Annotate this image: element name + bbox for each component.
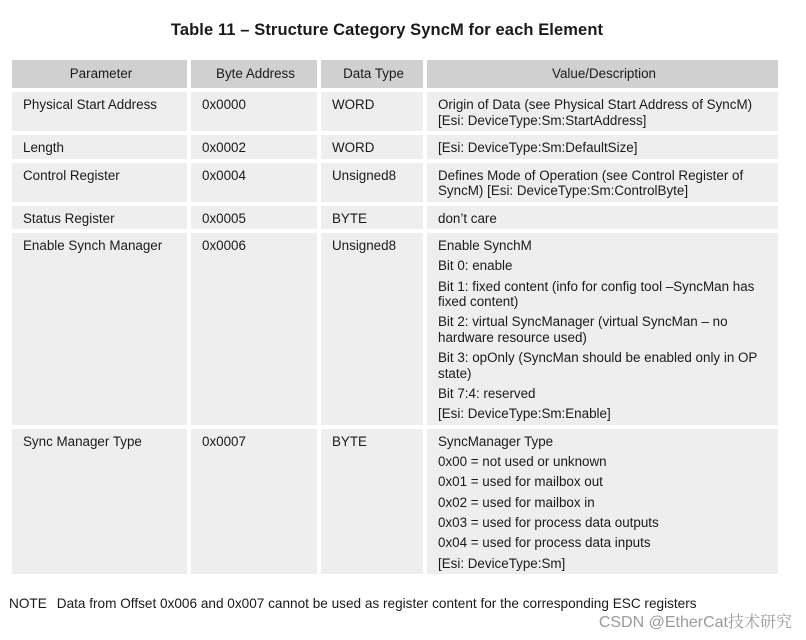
- cell-type: BYTE: [321, 206, 423, 230]
- description-line: Bit 3: opOnly (SyncMan should be enabled only in OP state): [438, 350, 758, 381]
- cell-description: [427, 206, 778, 230]
- cell-type: Unsigned8: [321, 163, 423, 202]
- watermark: CSDN @EtherCat技术研究: [598, 614, 792, 631]
- table-row: [12, 233, 778, 425]
- description-line: Bit 7:4: reserved: [438, 385, 536, 401]
- description-line: [Esi: DeviceType:Sm]: [438, 555, 566, 571]
- description-line: 0x00 = not used or unknown: [438, 454, 607, 470]
- cell-address: 0x0004: [191, 163, 317, 202]
- description-line: Bit 0: enable: [438, 258, 513, 274]
- header-byte-address: Byte Address: [191, 60, 317, 88]
- cell-address: 0x0006: [191, 233, 317, 425]
- cell-parameter: Status Register: [12, 206, 187, 230]
- table-title: Table 11 – Structure Category SyncM for each Element: [170, 21, 604, 39]
- cell-description: [427, 163, 778, 202]
- description-line: don’t care: [438, 210, 497, 226]
- cell-description: [427, 429, 778, 574]
- description-line: Origin of Data (see Physical Start Address of SyncM) [Esi: DeviceType:Sm:StartAddress]: [438, 97, 753, 128]
- table-row: [12, 429, 778, 574]
- description-line: 0x03 = used for process data outputs: [438, 514, 659, 530]
- header-data-type: Data Type: [321, 60, 423, 88]
- cell-description: [427, 135, 778, 159]
- note-text: Data from Offset 0x006 and 0x007 cannot be used as register content for the corresponding ESC registers: [56, 596, 697, 611]
- cell-parameter: Physical Start Address: [12, 92, 187, 131]
- table-row: [12, 206, 778, 230]
- cell-address: 0x0002: [191, 135, 317, 159]
- cell-parameter: Length: [12, 135, 187, 159]
- cell-parameter: Enable Synch Manager: [12, 233, 187, 425]
- cell-description: [427, 233, 778, 425]
- description-line: 0x04 = used for process data inputs: [438, 535, 651, 551]
- description-line: Bit 1: fixed content (info for config tool –SyncMan has fixed content): [438, 278, 755, 310]
- cell-type: WORD: [321, 92, 423, 131]
- description-line: SyncManager Type: [438, 433, 554, 449]
- cell-description: [427, 92, 778, 131]
- description-line: Bit 2: virtual SyncManager (virtual SyncMan – no hardware resource used): [438, 314, 728, 345]
- description-line: [Esi: DeviceType:Sm:DefaultSize]: [438, 140, 638, 155]
- cell-type: WORD: [321, 135, 423, 159]
- table-row: [12, 135, 778, 159]
- syncm-structure-table: [8, 56, 782, 578]
- cell-type: BYTE: [321, 429, 423, 574]
- description-line: 0x02 = used for mailbox in: [438, 494, 595, 510]
- description-line: Enable SynchM: [438, 238, 532, 253]
- description-line: 0x01 = used for mailbox out: [438, 474, 603, 490]
- cell-address: 0x0007: [191, 429, 317, 574]
- description-line: Defines Mode of Operation (see Control Register of SyncM) [Esi: DeviceType:Sm:ControlByte]: [438, 167, 744, 198]
- cell-address: 0x0005: [191, 206, 317, 230]
- table-row: [12, 163, 778, 202]
- cell-type: Unsigned8: [321, 233, 423, 425]
- cell-parameter: Control Register: [12, 163, 187, 202]
- header-value-description: Value/Description: [427, 60, 778, 88]
- header-parameter: Parameter: [12, 60, 187, 88]
- description-line: [Esi: DeviceType:Sm:Enable]: [438, 406, 611, 422]
- table-header-row: [12, 60, 778, 88]
- note-label: NOTE: [9, 596, 47, 611]
- cell-address: 0x0000: [191, 92, 317, 131]
- table-row: [12, 92, 778, 131]
- cell-parameter: Sync Manager Type: [12, 429, 187, 574]
